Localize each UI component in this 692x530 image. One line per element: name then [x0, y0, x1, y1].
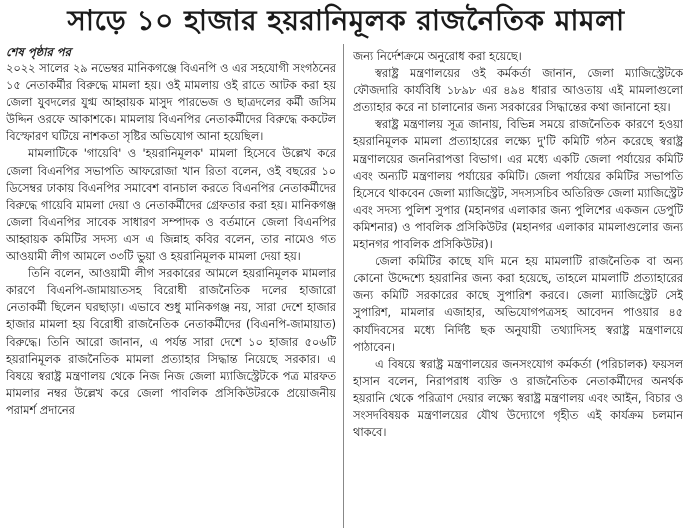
paragraph: মামলাটিকে 'গায়েবি' ও 'হয়রানিমূলক' মামলা হিসেবে উল্লেখ করে জেলা বিএনপির সভাপতি আফরোজা খান রিতা বলেন, ওই বছরের ১০ ডিসেম্বর ঢাকায় বিএনপির সমাবেশ বানচাল করতে বিএনপির নেতাকর্মীদের বিরুদ্ধে গায়েবি মামলা দেয়া ও নেতাকর্মীদের গ্রেফতার করা হয়। মানিকগঞ্জ জেলা বিএনপির সাবেক সাধারণ সম্পাদক ও বর্তমানে জেলা বিএনপির আহ্বায়ক কমিটির সদস্য এস এ জিন্নাহ কবির বলেন, তার নামেও গত আওয়ামী লীগ আমলে ৩৩টি ভুয়া ও হয়রানিমূলক মামলা দেয়া হয়।	[6, 147, 336, 264]
article-headline: সাড়ে ১০ হাজার হয়রানিমূলক রাজনৈতিক মামলা	[67, 4, 625, 37]
jump-label: শেষ পৃষ্ঠার পর	[6, 45, 71, 59]
right-column	[353, 48, 683, 528]
paragraph: জন্য নির্দেশক্রমে অনুরোধ করা হয়েছে।	[353, 50, 522, 63]
left-column	[6, 44, 336, 528]
paragraph: স্বরাষ্ট্র মন্ত্রণালয় সূত্র জানায়, বিভিন্ন সময়ে রাজনৈতিক কারণে হওয়া হয়রানিমূলক মামলা প্রত্যাহারের লক্ষ্যে দু'টি কমিটি গঠন করেছে স্বরাষ্ট্র মন্ত্রণালয়ের জননিরাপত্তা বিভাগ। এর মধ্যে একটি জেলা পর্যায়ের কমিটি এবং অন্যটি মন্ত্রণালয় পর্যায়ের কমিটি। জেলা পর্যায়ের কমিটির সভাপতি হিসেবে থাকবেন জেলা ম্যাজিস্ট্রেট, সদস্যসচিব অতিরিক্ত জেলা ম্যাজিস্ট্রেট এবং সদস্য পুলিশ সুপার (মহানগর এলাকার জন্য পুলিশের একজন ডেপুটি কমিশনার) ও পাবলিক প্রসিকিউটর (মহানগর এলাকার মামলাগুলোর জন্য মহানগর পাবলিক প্রসিকিউটর)।	[353, 118, 683, 252]
paragraph: স্বরাষ্ট্র মন্ত্রণালয়ের ওই কর্মকর্তা জানান, জেলা ম্যাজিস্ট্রেটকে ফৌজদারি কার্যবিধি ১৮৯৮ এর ৪৯৪ ধারার আওতায় এই মামলাগুলো প্রত্যাহার করে না চালানোর জন্য সরকারের সিদ্ধান্তের কথা জানানো হয়।	[353, 67, 683, 115]
paragraph: এ বিষয়ে স্বরাষ্ট্র মন্ত্রণালয়ের জনসংযোগ কর্মকর্তা (পরিচালক) ফয়সল হাসান বলেন, নিরাপরাধ ব্যক্তি ও রাজনৈতিক নেতাকর্মীদের অনর্থক হয়রানি থেকে পরিত্রাণ দেয়ার লক্ষ্যে স্বরাষ্ট্র মন্ত্রণালয় এবং আইন, বিচার ও সংসদবিষয়ক মন্ত্রণালয়ের যৌথ উদ্যোগে গৃহীত এই কার্যক্রম চলমান থাকবে।	[353, 357, 683, 440]
paragraph: ২০২২ সালের ২৯ নভেম্বর মানিকগঞ্জে বিএনপি ও এর সহযোগী সংগঠনের ১৫ নেতাকর্মীর বিরুদ্ধে মামলা হয়। ওই মামলায় ওই রাতে আটক করা হয় জেলা যুবদলের যুগ্ম আহ্বায়ক মাসুদ পারভেজ ও ছাত্রদলের কর্মী জসিম উদ্দিন ওরফে আকাশকে। মামলায় বিএনপির নেতাকর্মীদের বিরুদ্ধে ককটেল বিস্ফোরণ ঘটিয়ে নাশকতা সৃষ্টির অভিযোগ আনা হয়েছিল।	[6, 62, 336, 144]
column-divider	[343, 44, 344, 528]
paragraph: জেলা কমিটির কাছে যদি মনে হয় মামলাটি রাজনৈতিক বা অন্য কোনো উদ্দেশ্যে হয়রানির জন্য করা হয়েছে, তাহলে মামলাটি প্রত্যাহারের জন্য কমিটি সরকারের কাছে সুপারিশ করবে। জেলা ম্যাজিস্ট্রেট সেই সুপারিশ, মামলার এজাহার, অভিযোগপত্রসহ আবেদন পাওয়ার ৪৫ কার্যদিবসের মধ্যে নির্দিষ্ট ছক অনুযায়ী তথ্যাদিসহ স্বরাষ্ট্র মন্ত্রণালয়ে পাঠাবেন।	[353, 255, 683, 354]
paragraph: তিনি বলেন, আওয়ামী লীগ সরকারের আমলে হয়রানিমূলক মামলার কারণে বিএনপি-জামায়াতসহ বিরোধী রাজনৈতিক দলের হাজারো নেতাকর্মী ছিলেন ঘরছাড়া। এভাবে শুধু মানিকগঞ্জ নয়, সারা দেশে হাজার হাজার মামলা হয় বিরোধী রাজনৈতিক নেতাকর্মীদের (বিএনপি-জামায়াত) বিরুদ্ধে। তিনি আরো জানান, এ পর্যন্ত সারা দেশে ১০ হাজার ৫০৬টি হয়রানিমূলক রাজনৈতিক মামলা প্রত্যাহার সিদ্ধান্ত নিয়েছে সরকার। এ বিষয়ে স্বরাষ্ট্র মন্ত্রণালয় থেকে নিজ নিজ জেলা ম্যাজিস্ট্রেটকে পত্র মারফত মামলার নম্বর উল্লেখ করে জেলা পাবলিক প্রসিকিউটরকে প্রয়োজনীয় পরামর্শ প্রদানের	[6, 267, 336, 417]
